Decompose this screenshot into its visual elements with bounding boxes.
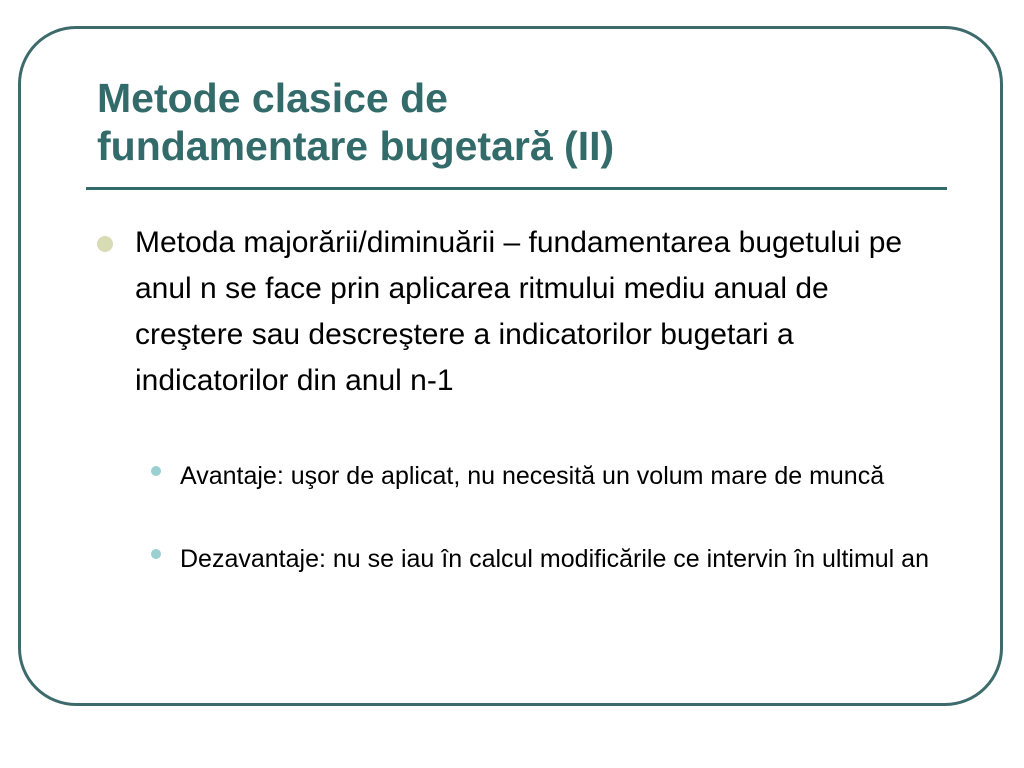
sub-bullet-text-advantages: Avantaje: uşor de aplicat, nu necesită un volum mare de muncă (180, 462, 885, 490)
bullet-text: Metoda majorării/diminuării – fundamentarea bugetului pe anul n se face prin aplicarea ritmului mediu anual de creştere sau descreştere a indicatorilor bugetari a indicatorilor din anul n-1 (135, 226, 903, 397)
sub-bullet-dot-icon (151, 549, 161, 559)
title-line-1: Metode clasice de (97, 75, 448, 121)
title-line-2: fundamentare bugetară (II) (97, 123, 615, 169)
bullet-dot-icon (97, 236, 113, 252)
sub-bullet-dot-icon (151, 466, 161, 476)
sub-bullet-text-disadvantages: Dezavantaje: nu se iau în calcul modificările ce intervin în ultimul an (180, 545, 929, 573)
